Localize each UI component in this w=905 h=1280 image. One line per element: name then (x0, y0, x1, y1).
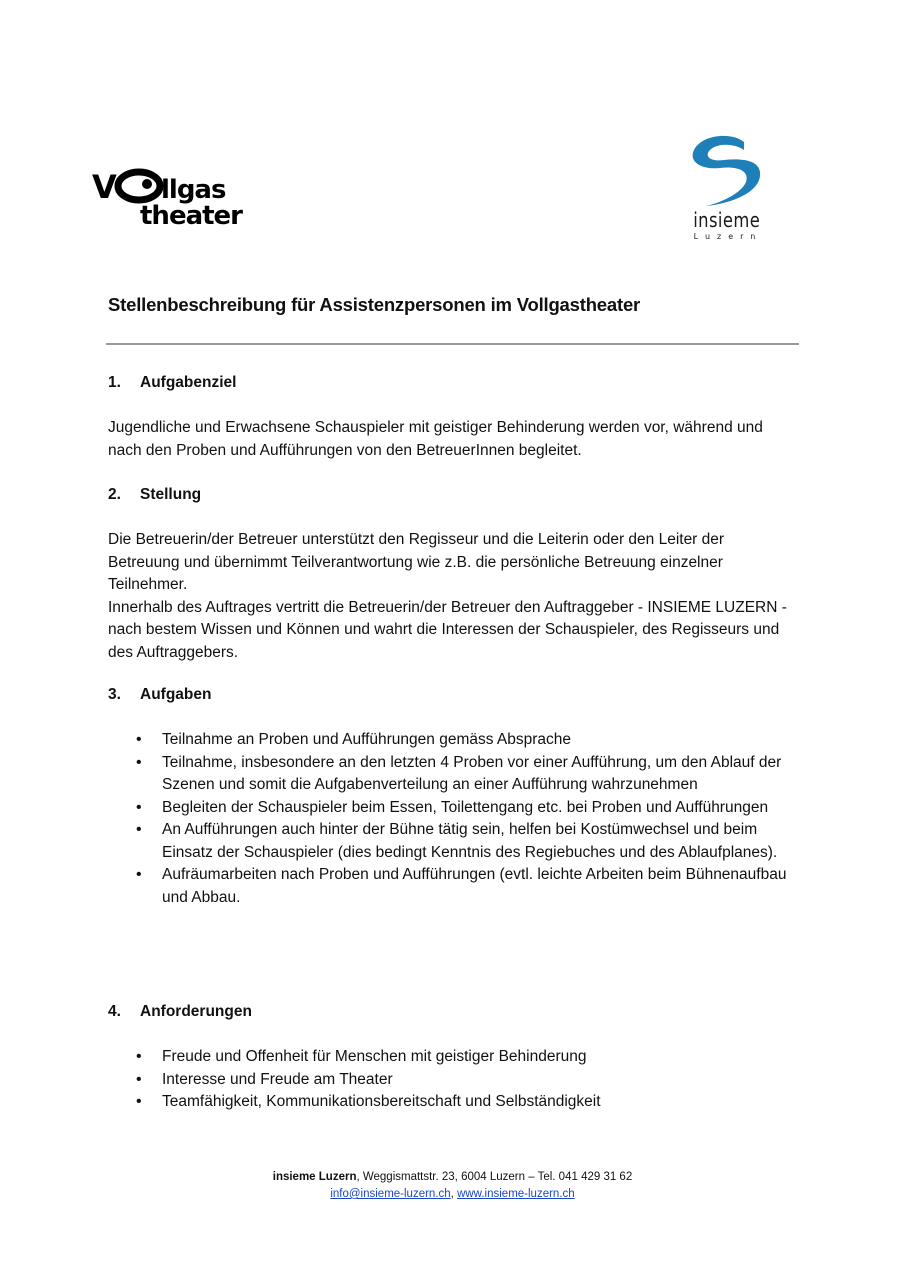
list-item (108, 1091, 788, 1114)
anforderungen-list (108, 1046, 788, 1114)
title-divider (106, 343, 799, 345)
list-item-text: Teilnahme, insbesondere an den letzten 4 Proben vor einer Aufführung, um den Ablauf der Szenen und somit die Aufgabenverteilung an einer Aufführung wahrzunehmen (162, 753, 782, 793)
list-item-text: An Aufführungen auch hinter der Bühne tätig sein, helfen bei Kostümwechsel und beim Einsatz der Schauspieler (dies bedingt Kenntnis des Regiebuches und des Ablaufplanes). (162, 821, 778, 861)
list-item (108, 1069, 788, 1092)
footer-org: insieme Luzern (272, 1171, 357, 1183)
insieme-city: Luzern (693, 232, 763, 241)
section-number: 4. (108, 1003, 121, 1020)
link-separator: , (450, 1188, 458, 1200)
list-item-text: Interesse und Freude am Theater (162, 1070, 393, 1088)
insieme-luzern-logo (686, 132, 766, 244)
section-number: 2. (108, 486, 121, 503)
svg-text:llgas: llgas (161, 175, 226, 205)
document-title: Stellenbeschreibung für Assistenzpersonen im Vollgastheater (108, 294, 641, 315)
vollgas-theater-logo (92, 168, 267, 230)
section-heading-aufgaben (108, 686, 211, 704)
list-item-text: Teilnahme an Proben und Aufführungen gemäss Absprache (162, 731, 572, 748)
list-item-text: Teamfähigkeit, Kommunikationsbereitschaft und Selbständigkeit (162, 1093, 601, 1110)
bullet-icon: • (136, 821, 142, 838)
paragraph: Innerhalb des Auftrages vertritt die Betreuerin/der Betreuer den Auftraggeber - INSIEME LUZERN - nach bestem Wissen und Können und wahrt die Interessen der Schauspieler, des Regisseurs und des Auftraggebers. (108, 598, 787, 661)
section-heading-anforderungen (108, 1003, 252, 1021)
section-title: Aufgabenziel (140, 374, 237, 391)
section-body-stellung (108, 529, 798, 664)
section-heading-stellung (108, 486, 201, 504)
paragraph: Jugendliche und Erwachsene Schauspieler mit geistiger Behinderung werden vor, während und nach den Proben und Aufführungen von den BetreuerInnen begleitet. (108, 419, 763, 459)
section-heading-aufgabenziel (108, 374, 236, 392)
list-item (108, 864, 788, 909)
section-title: Stellung (140, 486, 202, 503)
list-item-text: Freude und Offenheit für Menschen mit geistiger Behinderung (162, 1048, 587, 1065)
bullet-icon: • (136, 798, 142, 816)
bullet-icon: • (136, 731, 142, 748)
bullet-icon: • (136, 866, 142, 883)
insieme-swirl-icon (686, 132, 766, 208)
section-body-aufgabenziel (108, 417, 798, 462)
footer-address (0, 1171, 905, 1183)
bullet-icon: • (136, 1070, 142, 1088)
vollgas-theater-logo-icon (92, 168, 267, 230)
list-item-text: Begleiten der Schauspieler beim Essen, Toilettengang etc. bei Proben und Aufführungen (162, 798, 769, 816)
section-title: Anforderungen (140, 1003, 252, 1020)
section-number: 1. (108, 374, 121, 391)
list-item (108, 1046, 788, 1069)
website-link[interactable]: www.insieme-luzern.ch (457, 1188, 575, 1200)
bullet-icon: • (136, 1093, 142, 1110)
footer-address-text: , Weggismattstr. 23, 6004 Luzern – Tel. 041 429 31 62 (356, 1171, 633, 1183)
list-item (108, 752, 788, 797)
section-title: Aufgaben (140, 686, 212, 703)
footer-links (0, 1188, 905, 1200)
paragraph: Die Betreuerin/der Betreuer unterstützt den Regisseur und die Leiterin oder den Leiter der Betreuung und übernimmt Teilverantwortung wie z.B. die persönliche Betreuung einzelner Teilnehmer. (108, 531, 725, 593)
email-link[interactable]: info@insieme-luzern.ch (330, 1188, 451, 1200)
insieme-wordmark: insieme (693, 208, 761, 232)
list-item (108, 729, 788, 752)
bullet-icon: • (136, 1048, 142, 1065)
list-item-text: Aufräumarbeiten nach Proben und Aufführungen (evtl. leichte Arbeiten beim Bühnenaufbau und Abbau. (162, 866, 787, 906)
section-number: 3. (108, 686, 121, 703)
svg-text:V: V (92, 168, 117, 206)
list-item (108, 797, 788, 820)
svg-text:theater: theater (140, 201, 243, 230)
aufgaben-list (108, 729, 788, 909)
bullet-icon: • (136, 753, 142, 771)
list-item (108, 819, 788, 864)
